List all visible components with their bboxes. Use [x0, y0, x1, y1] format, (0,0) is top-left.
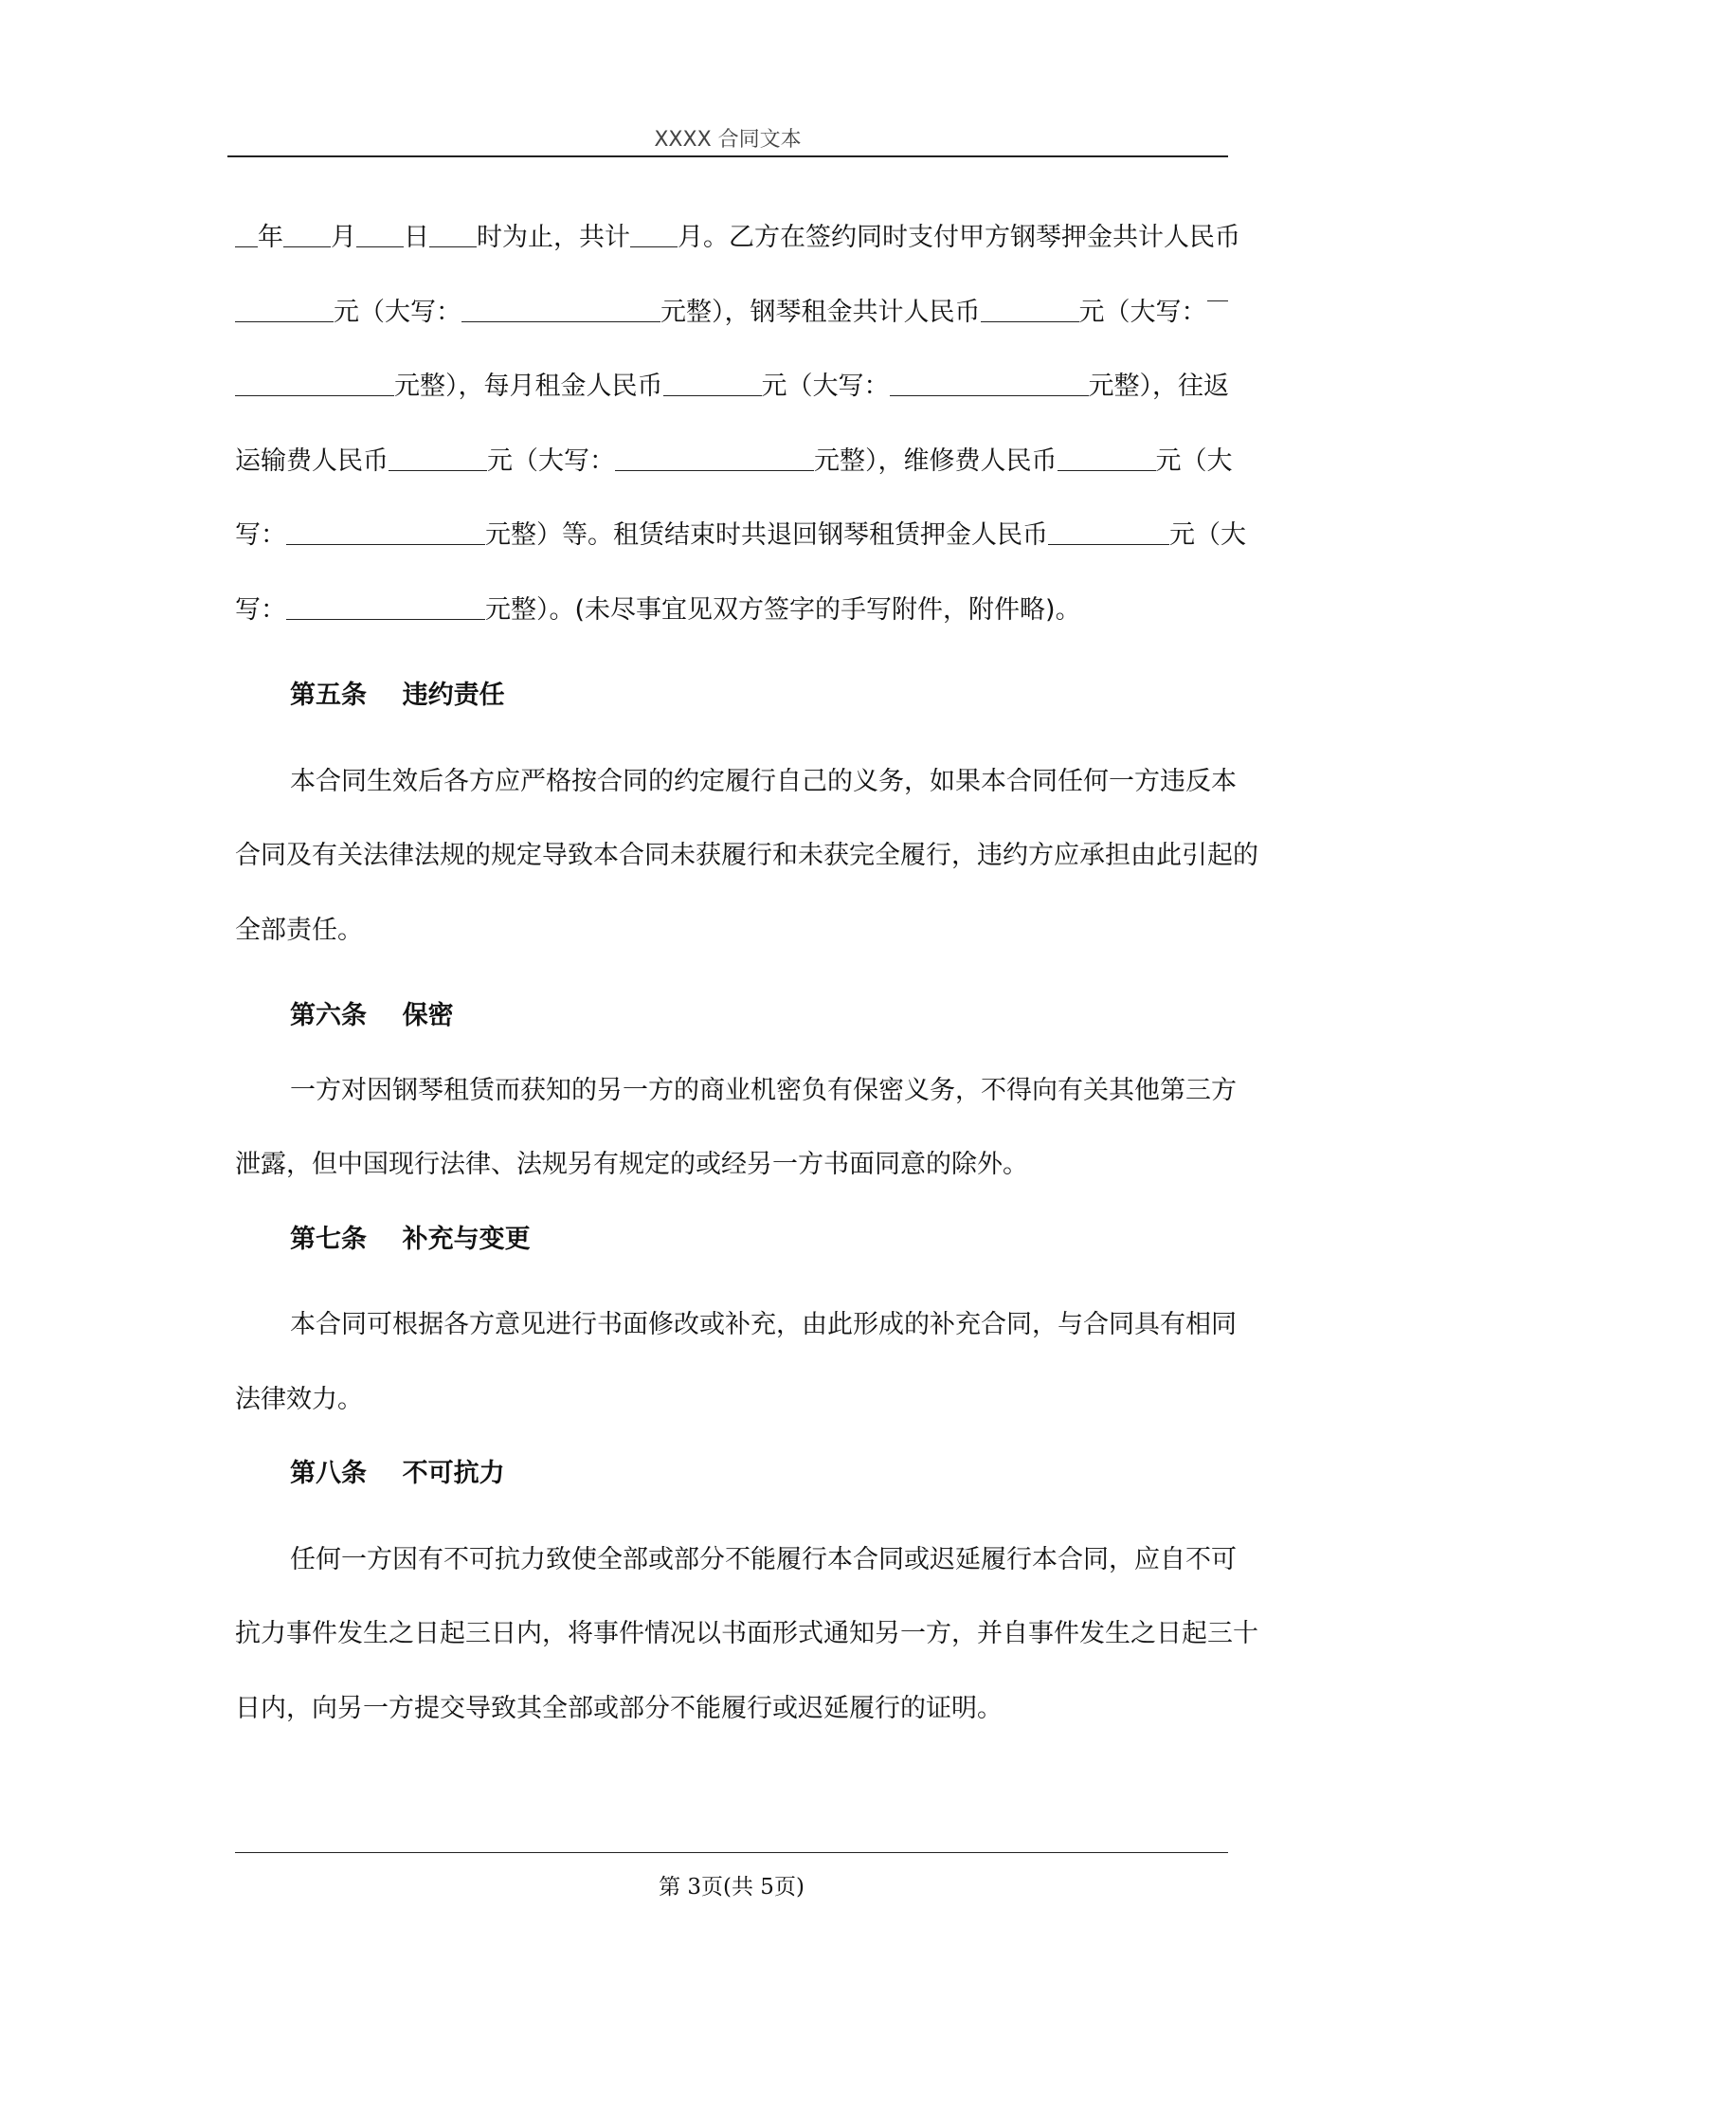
paragraph-line: 抗力事件发生之日起三日内，将事件情况以书面形式通知另一方，并自事件发生之日起三十 [235, 1619, 1258, 1648]
blank-field[interactable] [235, 222, 258, 247]
contract-body [235, 201, 1258, 1746]
fill-line-3 [235, 350, 1228, 425]
section-heading-8: 第八条 不可抗力 [290, 1459, 505, 1488]
blank-field[interactable] [663, 371, 762, 396]
blank-field[interactable] [461, 297, 660, 322]
header-divider [227, 155, 1228, 157]
fill-line-1 [235, 201, 1240, 276]
paragraph-line: 泄露，但中国现行法律、法规另有规定的或经另一方书面同意的除外。 [235, 1150, 1028, 1179]
section-heading-5: 第五条 违约责任 [290, 681, 505, 710]
paragraph-line: 本合同可根据各方意见进行书面修改或补充，由此形成的补充合同，与合同具有相同 [290, 1310, 1237, 1339]
blank-field[interactable] [429, 222, 477, 247]
fill-segment: 元（大写： 元整），钢琴租金共计人民币 元（大写： [235, 276, 1207, 351]
paragraph-line: 一方对因钢琴租赁而获知的另一方的商业机密负有保密义务，不得向有关其他第三方 [290, 1075, 1237, 1105]
blank-field[interactable] [389, 445, 487, 471]
page-header-title: XXXX 合同文本 [654, 128, 802, 152]
blank-field[interactable] [1048, 519, 1169, 545]
page-number: 第 3页(共 5页) [659, 1875, 805, 1900]
blank-field[interactable] [235, 371, 394, 396]
blank-field[interactable] [283, 222, 331, 247]
fill-line-5 [235, 499, 1246, 573]
section-heading-7: 第七条 补充与变更 [290, 1224, 531, 1254]
fill-line-6: 写： 元整）。(未尽事宜见双方签字的手写附件，附件略)。 [235, 594, 1081, 625]
blank-field[interactable] [1058, 445, 1156, 471]
paragraph-line: 本合同生效后各方应严格按合同的约定履行自己的义务，如果本合同任何一方违反本 [290, 766, 1237, 796]
paragraph-line: 合同及有关法律法规的规定导致本合同未获履行和未获完全履行，违约方应承担由此引起的 [235, 841, 1258, 870]
fill-segment: 运输费人民币 元（大写： 元整），维修费人民币 元（大 [235, 445, 1233, 476]
blank-field[interactable] [615, 445, 814, 471]
blank-field[interactable] [356, 222, 404, 247]
blank-field[interactable] [286, 519, 485, 545]
blank-field[interactable] [890, 371, 1089, 396]
blank-field[interactable] [1207, 276, 1229, 301]
section-heading-6: 第六条 保密 [290, 1001, 454, 1030]
fill-line-2 [235, 276, 1228, 351]
fill-segment: 写： 元整）等。租赁结束时共退回钢琴租赁押金人民币 元（大 [235, 520, 1246, 550]
fill-segment: 年 月 日 时为止，共计 月。乙方在签约同时支付甲方钢琴押金共计人民币 [235, 201, 1240, 276]
blank-field[interactable] [286, 594, 485, 620]
blank-field[interactable] [235, 297, 334, 322]
blank-field[interactable] [981, 297, 1079, 322]
fill-segment: 元整），每月租金人民币 元（大写： 元整），往返 [235, 350, 1229, 425]
fill-line-4 [235, 425, 1233, 500]
paragraph-line: 法律效力。 [235, 1384, 363, 1414]
footer-divider [235, 1852, 1228, 1853]
paragraph-line: 任何一方因有不可抗力致使全部或部分不能履行本合同或迟延履行本合同，应自不可 [290, 1544, 1237, 1574]
blank-field[interactable] [630, 222, 678, 247]
paragraph-line: 全部责任。 [235, 915, 363, 945]
paragraph-line: 日内，向另一方提交导致其全部或部分不能履行或迟延履行的证明。 [235, 1693, 1003, 1723]
